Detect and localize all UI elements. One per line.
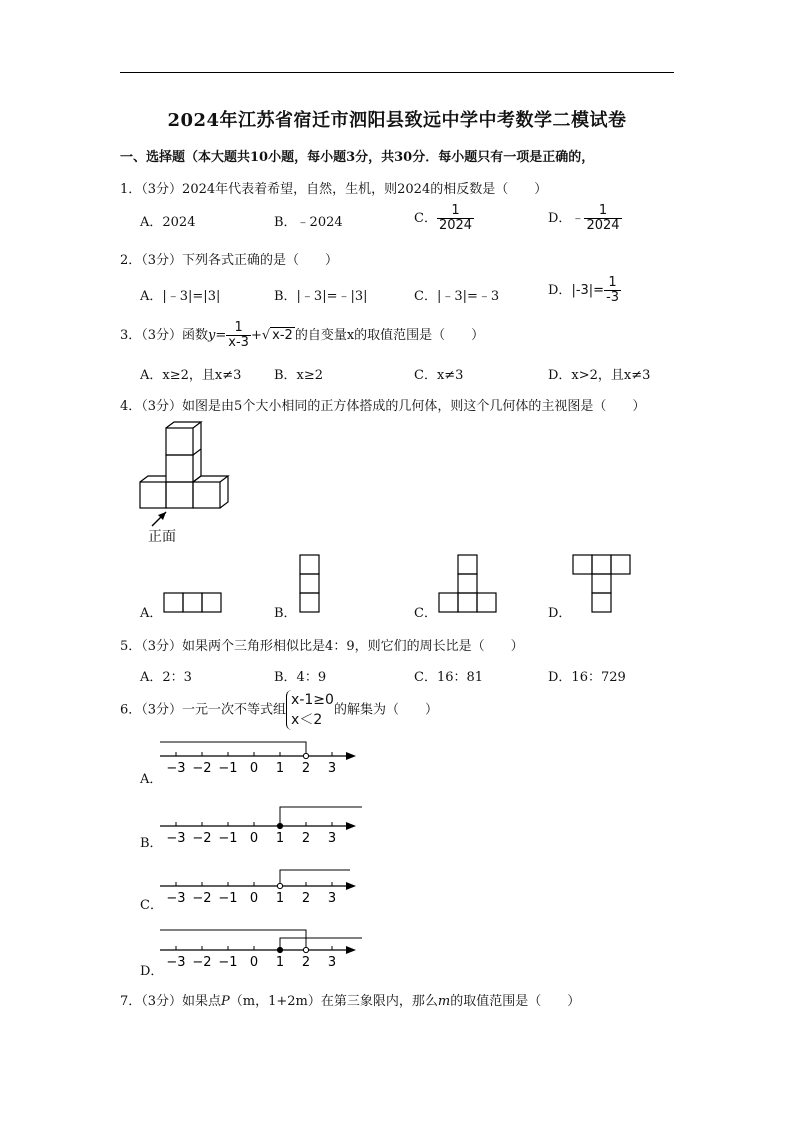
question-4-stem: 4．（3分）如图是由5个大小相同的正方体搭成的几何体，则这个几何体的主视图是（ ） <box>120 399 646 414</box>
tick-label: 0 <box>249 761 259 776</box>
question-2-stem: 2．（3分）下列各式正确的是（ ） <box>120 253 339 268</box>
tick-label: 1 <box>275 955 285 970</box>
tick-label: 2 <box>301 761 311 776</box>
endpoint-dot <box>303 947 308 952</box>
tick-label: −2 <box>192 891 212 906</box>
tick-label: 0 <box>249 955 259 970</box>
q5-option-b: B．4：9 <box>274 670 327 685</box>
q6-number-line-d <box>160 926 370 972</box>
tick-label: −1 <box>218 831 238 846</box>
tick-label: −1 <box>218 955 238 970</box>
q6-option-b: B． <box>140 836 163 851</box>
tick-label: −3 <box>166 955 186 970</box>
q4-option-c: C． <box>414 606 437 621</box>
tick-label: 0 <box>249 831 259 846</box>
q4-option-b: B． <box>274 606 297 621</box>
tick-label: 1 <box>275 761 285 776</box>
tick-label: −2 <box>192 831 212 846</box>
q4-option-a: A． <box>140 606 163 621</box>
section-heading: 一、选择题（本大题共10小题，每小题3分，共30分．每小题只有一项是正确的， <box>120 150 595 165</box>
solution-segment <box>280 938 306 950</box>
front-label: 正面 <box>148 529 176 545</box>
tick-label: −3 <box>166 761 186 776</box>
q4-option-d-figure <box>572 554 634 614</box>
q1-option-b: B．﹣2024 <box>274 215 343 230</box>
q2-option-a: A．|﹣3|=|3| <box>140 289 221 304</box>
tick-label: −3 <box>166 831 186 846</box>
tick-label: −2 <box>192 761 212 776</box>
page-title: 2024年江苏省宿迁市泗阳县致远中学中考数学二模试卷 <box>167 110 627 131</box>
q4-option-b-figure <box>299 554 321 614</box>
q3-option-b: B．x≥2 <box>274 368 324 383</box>
q1-option-c: C． $\frac{1}{2024}$ <box>414 203 473 233</box>
q5-option-d: D．16：729 <box>548 670 626 685</box>
endpoint-dot <box>277 883 282 888</box>
axis-arrow <box>346 946 356 954</box>
q4-option-c-figure <box>438 554 500 614</box>
question-1-stem: 1．（3分）2024年代表着希望，自然，生机，则2024的相反数是（ ） <box>120 182 548 197</box>
q2-option-b: B．|﹣3|=﹣|3| <box>274 289 368 304</box>
q2-option-d: D．|-3|= $\frac{1}{-3}$ <box>548 275 620 305</box>
tick-label: 1 <box>275 891 285 906</box>
q1-option-d: D．﹣ $\frac{1}{2024}$ <box>548 203 620 233</box>
q3-option-a: A．x≥2，且x≠3 <box>140 368 242 383</box>
tick-label: 3 <box>327 891 337 906</box>
header-rule <box>120 72 674 73</box>
q2-option-c: C．|﹣3|=﹣3 <box>414 289 500 304</box>
endpoint-dot <box>303 753 308 758</box>
tick-label: 2 <box>301 831 311 846</box>
fraction: $\frac{1}{x-3}$ <box>228 320 249 350</box>
solution-ray <box>280 870 350 886</box>
q3-option-c: C．x≠3 <box>414 368 464 383</box>
inequality-system: x-1≥0 x＜2 <box>286 690 334 730</box>
q6-option-d: D． <box>140 964 164 979</box>
tick-label: 0 <box>249 891 259 906</box>
cube-figure <box>138 420 238 540</box>
tick-label: −1 <box>218 761 238 776</box>
radicand: x-2 <box>272 328 293 343</box>
q6-option-c: C． <box>140 898 163 913</box>
endpoint-dot <box>277 947 282 952</box>
q1-option-a: A．2024 <box>140 215 196 230</box>
fraction: $\frac{1}{2024}$ <box>438 203 473 233</box>
question-3-stem: 3．（3分）函数y= $\frac{1}{x-3}$ +√ x-2 的自变量x的取值范围是（ ） <box>120 320 485 350</box>
q6-number-line-c <box>160 866 370 906</box>
solution-ray <box>160 930 306 950</box>
tick-label: 2 <box>301 955 311 970</box>
q6-number-line-a <box>160 738 370 778</box>
solution-ray <box>160 742 306 756</box>
q4-option-d: D． <box>548 606 572 621</box>
q5-option-c: C．16：81 <box>414 670 484 685</box>
sqrt-sign: √ <box>261 328 271 343</box>
question-7-stem: 7．（3分）如果点P（m，1+2m）在第三象限内，那么m的取值范围是（ ） <box>120 994 581 1009</box>
tick-label: −1 <box>218 891 238 906</box>
question-6-stem: 6．（3分）一元一次不等式组 x-1≥0 x＜2 的解集为（ ） <box>120 692 438 728</box>
tick-label: 3 <box>327 955 337 970</box>
axis-arrow <box>346 822 356 830</box>
tick-label: 3 <box>327 761 337 776</box>
tick-label: 2 <box>301 891 311 906</box>
q4-option-a-figure <box>163 592 225 614</box>
axis-arrow <box>346 752 356 760</box>
tick-label: −3 <box>166 891 186 906</box>
fraction: $\frac{1}{2024}$ <box>586 203 620 233</box>
question-5-stem: 5．（3分）如果两个三角形相似比是4：9，则它们的周长比是（ ） <box>120 639 524 654</box>
tick-label: −2 <box>192 955 212 970</box>
fraction: $\frac{1}{-3}$ <box>606 275 620 305</box>
endpoint-dot <box>277 823 282 828</box>
q3-option-d: D．x>2，且x≠3 <box>548 368 651 383</box>
tick-label: 3 <box>327 831 337 846</box>
solution-ray <box>280 807 362 826</box>
q5-option-a: A．2：3 <box>140 670 192 685</box>
tick-label: 1 <box>275 831 285 846</box>
q6-option-a: A． <box>140 772 163 787</box>
q6-number-line-b <box>160 804 370 844</box>
axis-arrow <box>346 882 356 890</box>
